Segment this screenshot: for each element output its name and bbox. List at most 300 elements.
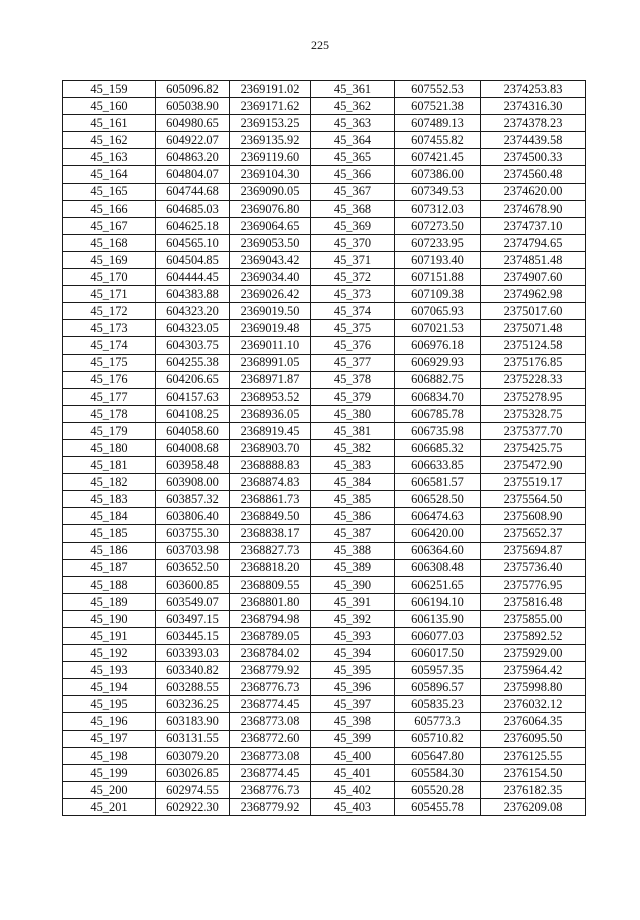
x-right-cell: 607489.13: [395, 115, 481, 132]
point-id-right-cell: 45_381: [311, 422, 395, 439]
x-left-cell: 604922.07: [156, 132, 230, 149]
x-right-cell: 606976.18: [395, 337, 481, 354]
y-left-cell: 2369119.60: [230, 149, 311, 166]
point-id-right-cell: 45_367: [311, 183, 395, 200]
table-row: [63, 388, 586, 405]
point-id-left-cell: 45_168: [63, 234, 156, 251]
point-id-left-cell: 45_185: [63, 525, 156, 542]
x-right-cell: 606528.50: [395, 491, 481, 508]
x-left-cell: 603703.98: [156, 542, 230, 559]
table-row: [63, 81, 586, 98]
x-right-cell: 607521.38: [395, 98, 481, 115]
point-id-right-cell: 45_403: [311, 798, 395, 815]
x-left-cell: 603288.55: [156, 679, 230, 696]
x-left-cell: 603857.32: [156, 491, 230, 508]
point-id-right-cell: 45_392: [311, 610, 395, 627]
x-right-cell: 607273.50: [395, 217, 481, 234]
y-left-cell: 2368888.83: [230, 457, 311, 474]
y-right-cell: 2376182.35: [481, 781, 586, 798]
y-left-cell: 2368827.73: [230, 542, 311, 559]
y-left-cell: 2368818.20: [230, 559, 311, 576]
y-right-cell: 2374620.00: [481, 183, 586, 200]
point-id-right-cell: 45_394: [311, 645, 395, 662]
coordinates-table: [62, 80, 586, 816]
point-id-left-cell: 45_187: [63, 559, 156, 576]
x-right-cell: 606685.32: [395, 439, 481, 456]
x-left-cell: 604980.65: [156, 115, 230, 132]
point-id-left-cell: 45_182: [63, 474, 156, 491]
y-left-cell: 2368774.45: [230, 696, 311, 713]
point-id-right-cell: 45_391: [311, 593, 395, 610]
table-row: [63, 439, 586, 456]
point-id-right-cell: 45_377: [311, 354, 395, 371]
y-left-cell: 2369104.30: [230, 166, 311, 183]
point-id-right-cell: 45_372: [311, 269, 395, 286]
table-row: [63, 764, 586, 781]
x-left-cell: 604323.05: [156, 320, 230, 337]
y-left-cell: 2368784.02: [230, 645, 311, 662]
y-right-cell: 2374794.65: [481, 234, 586, 251]
table-row: [63, 610, 586, 627]
x-right-cell: 606194.10: [395, 593, 481, 610]
table-row: [63, 713, 586, 730]
y-left-cell: 2369135.92: [230, 132, 311, 149]
x-left-cell: 604565.10: [156, 234, 230, 251]
table-row: [63, 628, 586, 645]
y-left-cell: 2368971.87: [230, 371, 311, 388]
point-id-right-cell: 45_383: [311, 457, 395, 474]
y-left-cell: 2368903.70: [230, 439, 311, 456]
point-id-left-cell: 45_173: [63, 320, 156, 337]
y-right-cell: 2375176.85: [481, 354, 586, 371]
x-left-cell: 603755.30: [156, 525, 230, 542]
x-right-cell: 606135.90: [395, 610, 481, 627]
y-right-cell: 2375519.17: [481, 474, 586, 491]
y-right-cell: 2375816.48: [481, 593, 586, 610]
x-right-cell: 605710.82: [395, 730, 481, 747]
x-right-cell: 607233.95: [395, 234, 481, 251]
table-row: [63, 251, 586, 268]
point-id-left-cell: 45_189: [63, 593, 156, 610]
x-left-cell: 604863.20: [156, 149, 230, 166]
point-id-right-cell: 45_363: [311, 115, 395, 132]
table-row: [63, 422, 586, 439]
point-id-right-cell: 45_369: [311, 217, 395, 234]
point-id-right-cell: 45_396: [311, 679, 395, 696]
y-right-cell: 2374378.23: [481, 115, 586, 132]
x-left-cell: 604108.25: [156, 405, 230, 422]
point-id-right-cell: 45_364: [311, 132, 395, 149]
point-id-left-cell: 45_192: [63, 645, 156, 662]
y-left-cell: 2368779.92: [230, 798, 311, 815]
point-id-left-cell: 45_194: [63, 679, 156, 696]
x-left-cell: 603958.48: [156, 457, 230, 474]
point-id-right-cell: 45_399: [311, 730, 395, 747]
y-left-cell: 2368774.45: [230, 764, 311, 781]
table-row: [63, 593, 586, 610]
point-id-left-cell: 45_200: [63, 781, 156, 798]
point-id-right-cell: 45_390: [311, 576, 395, 593]
y-right-cell: 2376154.50: [481, 764, 586, 781]
y-right-cell: 2374678.90: [481, 200, 586, 217]
point-id-left-cell: 45_180: [63, 439, 156, 456]
x-right-cell: 607386.00: [395, 166, 481, 183]
y-left-cell: 2368874.83: [230, 474, 311, 491]
point-id-left-cell: 45_176: [63, 371, 156, 388]
x-right-cell: 606364.60: [395, 542, 481, 559]
x-right-cell: 607021.53: [395, 320, 481, 337]
table-row: [63, 320, 586, 337]
y-left-cell: 2369026.42: [230, 286, 311, 303]
x-right-cell: 606017.50: [395, 645, 481, 662]
y-right-cell: 2375124.58: [481, 337, 586, 354]
x-right-cell: 605896.57: [395, 679, 481, 696]
point-id-right-cell: 45_362: [311, 98, 395, 115]
point-id-left-cell: 45_160: [63, 98, 156, 115]
x-left-cell: 603236.25: [156, 696, 230, 713]
y-left-cell: 2368809.55: [230, 576, 311, 593]
x-right-cell: 605520.28: [395, 781, 481, 798]
y-left-cell: 2368773.08: [230, 713, 311, 730]
point-id-right-cell: 45_386: [311, 508, 395, 525]
y-right-cell: 2375892.52: [481, 628, 586, 645]
table-row: [63, 115, 586, 132]
x-right-cell: 607065.93: [395, 303, 481, 320]
x-left-cell: 605038.90: [156, 98, 230, 115]
x-left-cell: 604744.68: [156, 183, 230, 200]
x-right-cell: 607312.03: [395, 200, 481, 217]
y-right-cell: 2375998.80: [481, 679, 586, 696]
x-left-cell: 604383.88: [156, 286, 230, 303]
point-id-right-cell: 45_393: [311, 628, 395, 645]
point-id-left-cell: 45_175: [63, 354, 156, 371]
x-left-cell: 605096.82: [156, 81, 230, 98]
point-id-left-cell: 45_181: [63, 457, 156, 474]
point-id-right-cell: 45_380: [311, 405, 395, 422]
point-id-right-cell: 45_375: [311, 320, 395, 337]
table-row: [63, 234, 586, 251]
x-left-cell: 602922.30: [156, 798, 230, 815]
x-left-cell: 604804.07: [156, 166, 230, 183]
x-left-cell: 603393.03: [156, 645, 230, 662]
y-right-cell: 2375929.00: [481, 645, 586, 662]
y-right-cell: 2375776.95: [481, 576, 586, 593]
y-right-cell: 2376064.35: [481, 713, 586, 730]
x-left-cell: 603340.82: [156, 662, 230, 679]
point-id-right-cell: 45_395: [311, 662, 395, 679]
y-right-cell: 2376032.12: [481, 696, 586, 713]
table-row: [63, 662, 586, 679]
table-row: [63, 576, 586, 593]
x-left-cell: 603445.15: [156, 628, 230, 645]
y-right-cell: 2375608.90: [481, 508, 586, 525]
x-left-cell: 604625.18: [156, 217, 230, 234]
table-row: [63, 371, 586, 388]
point-id-left-cell: 45_177: [63, 388, 156, 405]
point-id-right-cell: 45_387: [311, 525, 395, 542]
y-left-cell: 2369191.02: [230, 81, 311, 98]
y-left-cell: 2369153.25: [230, 115, 311, 132]
table-row: [63, 508, 586, 525]
y-left-cell: 2369064.65: [230, 217, 311, 234]
x-right-cell: 607349.53: [395, 183, 481, 200]
x-left-cell: 603908.00: [156, 474, 230, 491]
point-id-right-cell: 45_398: [311, 713, 395, 730]
point-id-left-cell: 45_170: [63, 269, 156, 286]
point-id-left-cell: 45_199: [63, 764, 156, 781]
x-right-cell: 605584.30: [395, 764, 481, 781]
table-row: [63, 286, 586, 303]
x-right-cell: 606882.75: [395, 371, 481, 388]
point-id-right-cell: 45_361: [311, 81, 395, 98]
point-id-left-cell: 45_184: [63, 508, 156, 525]
point-id-right-cell: 45_376: [311, 337, 395, 354]
point-id-left-cell: 45_188: [63, 576, 156, 593]
y-right-cell: 2375564.50: [481, 491, 586, 508]
x-right-cell: 605647.80: [395, 747, 481, 764]
point-id-right-cell: 45_401: [311, 764, 395, 781]
x-left-cell: 603600.85: [156, 576, 230, 593]
y-left-cell: 2368936.05: [230, 405, 311, 422]
table-row: [63, 166, 586, 183]
point-id-right-cell: 45_385: [311, 491, 395, 508]
x-left-cell: 604303.75: [156, 337, 230, 354]
table-row: [63, 269, 586, 286]
x-left-cell: 603183.90: [156, 713, 230, 730]
x-left-cell: 604008.68: [156, 439, 230, 456]
table-row: [63, 474, 586, 491]
table-row: [63, 747, 586, 764]
table-row: [63, 132, 586, 149]
point-id-left-cell: 45_161: [63, 115, 156, 132]
point-id-right-cell: 45_402: [311, 781, 395, 798]
y-right-cell: 2375328.75: [481, 405, 586, 422]
point-id-right-cell: 45_374: [311, 303, 395, 320]
table-row: [63, 798, 586, 815]
x-left-cell: 603549.07: [156, 593, 230, 610]
x-left-cell: 603079.20: [156, 747, 230, 764]
y-right-cell: 2375425.75: [481, 439, 586, 456]
point-id-left-cell: 45_190: [63, 610, 156, 627]
y-right-cell: 2375377.70: [481, 422, 586, 439]
point-id-right-cell: 45_382: [311, 439, 395, 456]
x-right-cell: 606633.85: [395, 457, 481, 474]
coordinates-table-body: [63, 81, 586, 816]
x-left-cell: 603497.15: [156, 610, 230, 627]
y-right-cell: 2375736.40: [481, 559, 586, 576]
point-id-left-cell: 45_195: [63, 696, 156, 713]
x-right-cell: 605455.78: [395, 798, 481, 815]
x-left-cell: 604444.45: [156, 269, 230, 286]
y-left-cell: 2369076.80: [230, 200, 311, 217]
point-id-left-cell: 45_193: [63, 662, 156, 679]
point-id-right-cell: 45_371: [311, 251, 395, 268]
table-row: [63, 217, 586, 234]
table-row: [63, 679, 586, 696]
point-id-right-cell: 45_368: [311, 200, 395, 217]
y-left-cell: 2368953.52: [230, 388, 311, 405]
y-left-cell: 2369011.10: [230, 337, 311, 354]
y-right-cell: 2375855.00: [481, 610, 586, 627]
point-id-left-cell: 45_191: [63, 628, 156, 645]
point-id-right-cell: 45_379: [311, 388, 395, 405]
table-row: [63, 303, 586, 320]
table-row: [63, 457, 586, 474]
table-row: [63, 405, 586, 422]
point-id-left-cell: 45_165: [63, 183, 156, 200]
x-right-cell: 606581.57: [395, 474, 481, 491]
x-left-cell: 603026.85: [156, 764, 230, 781]
point-id-left-cell: 45_171: [63, 286, 156, 303]
y-right-cell: 2376125.55: [481, 747, 586, 764]
y-left-cell: 2368991.05: [230, 354, 311, 371]
y-left-cell: 2368776.73: [230, 679, 311, 696]
x-right-cell: 605835.23: [395, 696, 481, 713]
y-left-cell: 2369043.42: [230, 251, 311, 268]
y-right-cell: 2374737.10: [481, 217, 586, 234]
y-right-cell: 2374500.33: [481, 149, 586, 166]
y-right-cell: 2374316.30: [481, 98, 586, 115]
table-row: [63, 98, 586, 115]
y-right-cell: 2375228.33: [481, 371, 586, 388]
point-id-right-cell: 45_388: [311, 542, 395, 559]
y-right-cell: 2375964.42: [481, 662, 586, 679]
point-id-right-cell: 45_389: [311, 559, 395, 576]
table-row: [63, 525, 586, 542]
table-row: [63, 200, 586, 217]
point-id-right-cell: 45_366: [311, 166, 395, 183]
y-left-cell: 2369090.05: [230, 183, 311, 200]
point-id-left-cell: 45_198: [63, 747, 156, 764]
y-right-cell: 2374253.83: [481, 81, 586, 98]
x-left-cell: 604323.20: [156, 303, 230, 320]
y-right-cell: 2375071.48: [481, 320, 586, 337]
x-left-cell: 604504.85: [156, 251, 230, 268]
y-right-cell: 2374439.58: [481, 132, 586, 149]
x-left-cell: 604157.63: [156, 388, 230, 405]
x-right-cell: 606735.98: [395, 422, 481, 439]
y-right-cell: 2375017.60: [481, 303, 586, 320]
y-right-cell: 2375694.87: [481, 542, 586, 559]
point-id-right-cell: 45_378: [311, 371, 395, 388]
y-right-cell: 2376095.50: [481, 730, 586, 747]
x-left-cell: 604206.65: [156, 371, 230, 388]
point-id-left-cell: 45_201: [63, 798, 156, 815]
y-left-cell: 2368861.73: [230, 491, 311, 508]
x-left-cell: 603652.50: [156, 559, 230, 576]
y-left-cell: 2368772.60: [230, 730, 311, 747]
x-right-cell: 607151.88: [395, 269, 481, 286]
point-id-left-cell: 45_163: [63, 149, 156, 166]
y-left-cell: 2369019.50: [230, 303, 311, 320]
x-right-cell: 606834.70: [395, 388, 481, 405]
y-left-cell: 2368794.98: [230, 610, 311, 627]
table-row: [63, 645, 586, 662]
point-id-right-cell: 45_370: [311, 234, 395, 251]
x-right-cell: 606420.00: [395, 525, 481, 542]
y-left-cell: 2368789.05: [230, 628, 311, 645]
x-right-cell: 607109.38: [395, 286, 481, 303]
y-right-cell: 2374560.48: [481, 166, 586, 183]
y-left-cell: 2368801.80: [230, 593, 311, 610]
x-left-cell: 602974.55: [156, 781, 230, 798]
point-id-left-cell: 45_162: [63, 132, 156, 149]
point-id-left-cell: 45_167: [63, 217, 156, 234]
y-right-cell: 2374962.98: [481, 286, 586, 303]
point-id-left-cell: 45_164: [63, 166, 156, 183]
point-id-left-cell: 45_197: [63, 730, 156, 747]
x-left-cell: 604058.60: [156, 422, 230, 439]
table-row: [63, 354, 586, 371]
y-right-cell: 2374907.60: [481, 269, 586, 286]
page-number: 225: [311, 38, 329, 52]
point-id-left-cell: 45_186: [63, 542, 156, 559]
x-right-cell: 607193.40: [395, 251, 481, 268]
point-id-right-cell: 45_400: [311, 747, 395, 764]
point-id-left-cell: 45_196: [63, 713, 156, 730]
x-right-cell: 606785.78: [395, 405, 481, 422]
y-left-cell: 2369053.50: [230, 234, 311, 251]
x-right-cell: 606251.65: [395, 576, 481, 593]
y-left-cell: 2369019.48: [230, 320, 311, 337]
x-right-cell: 606308.48: [395, 559, 481, 576]
x-left-cell: 604685.03: [156, 200, 230, 217]
y-right-cell: 2375652.37: [481, 525, 586, 542]
point-id-left-cell: 45_159: [63, 81, 156, 98]
y-left-cell: 2368849.50: [230, 508, 311, 525]
point-id-left-cell: 45_179: [63, 422, 156, 439]
point-id-left-cell: 45_178: [63, 405, 156, 422]
point-id-right-cell: 45_365: [311, 149, 395, 166]
point-id-left-cell: 45_166: [63, 200, 156, 217]
x-right-cell: 607421.45: [395, 149, 481, 166]
x-right-cell: 606077.03: [395, 628, 481, 645]
table-row: [63, 337, 586, 354]
y-right-cell: 2375472.90: [481, 457, 586, 474]
y-left-cell: 2368776.73: [230, 781, 311, 798]
x-left-cell: 603131.55: [156, 730, 230, 747]
table-row: [63, 696, 586, 713]
y-left-cell: 2368773.08: [230, 747, 311, 764]
x-right-cell: 605957.35: [395, 662, 481, 679]
y-left-cell: 2369171.62: [230, 98, 311, 115]
table-row: [63, 491, 586, 508]
x-right-cell: 606929.93: [395, 354, 481, 371]
table-row: [63, 149, 586, 166]
point-id-left-cell: 45_174: [63, 337, 156, 354]
x-left-cell: 604255.38: [156, 354, 230, 371]
y-left-cell: 2368919.45: [230, 422, 311, 439]
table-row: [63, 781, 586, 798]
x-right-cell: 607455.82: [395, 132, 481, 149]
point-id-left-cell: 45_169: [63, 251, 156, 268]
table-row: [63, 559, 586, 576]
x-left-cell: 603806.40: [156, 508, 230, 525]
table-row: [63, 183, 586, 200]
point-id-right-cell: 45_397: [311, 696, 395, 713]
x-right-cell: 607552.53: [395, 81, 481, 98]
table-row: [63, 542, 586, 559]
x-right-cell: 605773.3: [395, 713, 481, 730]
y-right-cell: 2376209.08: [481, 798, 586, 815]
y-left-cell: 2368779.92: [230, 662, 311, 679]
point-id-right-cell: 45_384: [311, 474, 395, 491]
y-right-cell: 2374851.48: [481, 251, 586, 268]
y-right-cell: 2375278.95: [481, 388, 586, 405]
x-right-cell: 606474.63: [395, 508, 481, 525]
y-left-cell: 2368838.17: [230, 525, 311, 542]
point-id-left-cell: 45_172: [63, 303, 156, 320]
